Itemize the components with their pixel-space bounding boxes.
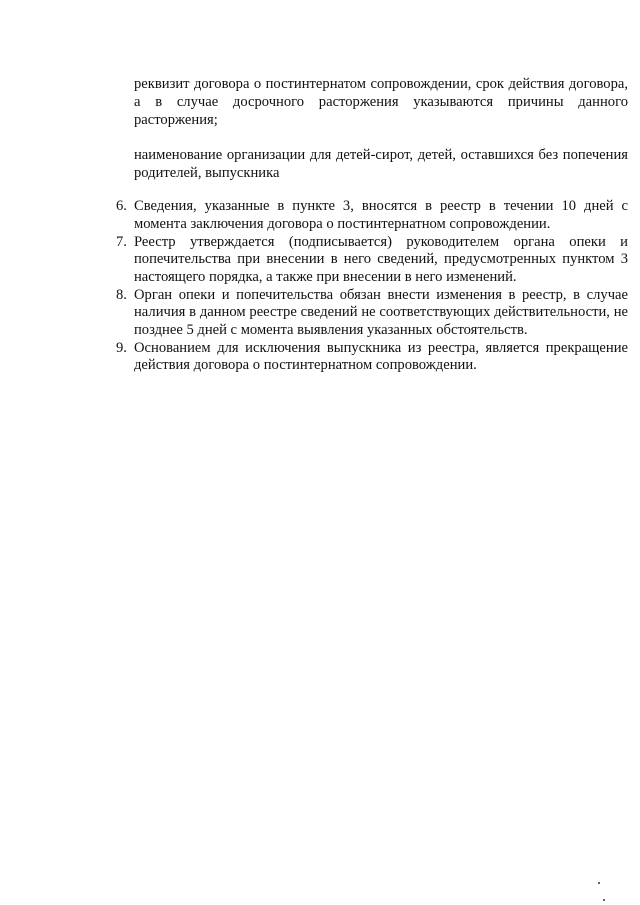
list-text: Сведения, указанные в пункте 3, вносятся в реестр в течении 10 дней с момента заключения договора о постинтернатном сопровождении. [134, 198, 628, 232]
list-number: 6. [116, 198, 127, 214]
list-item-9 [116, 340, 628, 375]
list-item-8 [116, 287, 628, 340]
list-item-6 [116, 198, 628, 233]
list-text: Орган опеки и попечительства обязан внести изменения в реестр, в случае наличия в данном реестре сведений не соответствующих действительности, не позднее 5 дней с момента выявления указанных обстоятельств. [134, 286, 628, 338]
paragraph-organization-name: наименование организации для детей-сирот, детей, оставшихся без попечения родителей, выпускника [134, 147, 628, 181]
paragraph-contract-details: реквизит договора о постинтернатом сопровождении, срок действия договора, а в случае досрочного расторжения указываются причины данного расторжения; [134, 76, 628, 128]
list-text: Реестр утверждается (подписывается) руководителем органа опеки и попечительства при внесении в него сведений, предусмотренных пунктом 3 настоящего порядка, а также при внесении в него изменений. [134, 233, 628, 285]
list-text: Основанием для исключения выпускника из реестра, является прекращение действия договора о постинтернатном сопровождении. [134, 339, 628, 373]
list-number: 7. [116, 233, 127, 250]
scan-speck [603, 899, 605, 901]
list-number: 8. [116, 286, 127, 303]
list-number: 9. [116, 339, 127, 356]
numbered-list [116, 198, 628, 375]
list-item-7 [116, 234, 628, 287]
scan-speck [598, 882, 600, 884]
